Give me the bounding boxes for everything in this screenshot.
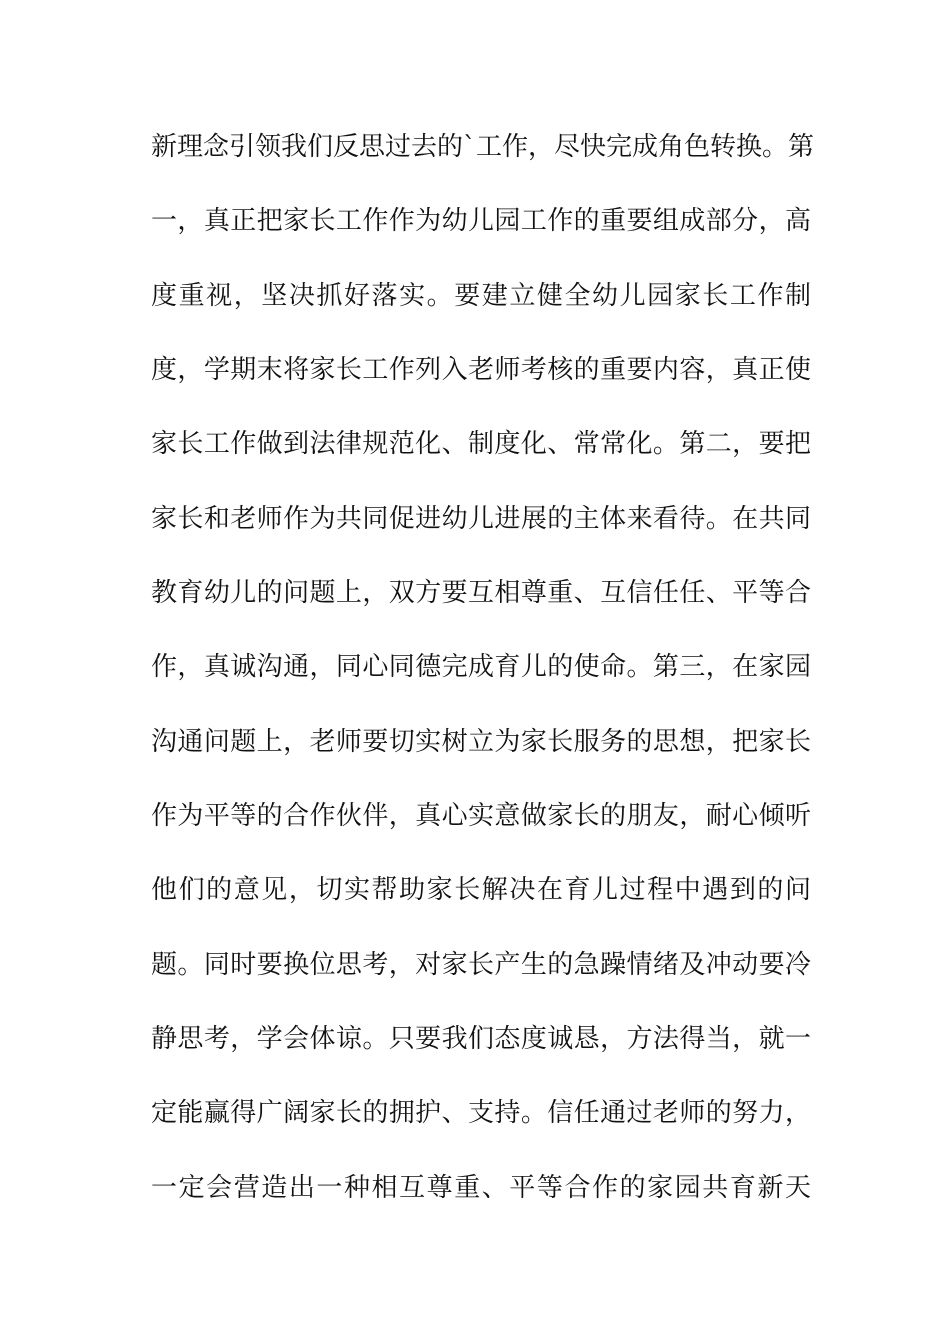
text-line: 定能赢得广阔家长的拥护、支持。信任通过老师的努力，: [151, 1098, 811, 1129]
text-line: 题。同时要换位思考，对家长产生的急躁情绪及冲动要冷: [151, 949, 811, 980]
text-line: 一，真正把家长工作作为幼儿园工作的重要组成部分，高: [151, 206, 811, 237]
text-line: 作为平等的合作伙伴，真心实意做家长的朋友，耐心倾听: [151, 801, 811, 832]
text-line: 他们的意见，切实帮助家长解决在育儿过程中遇到的问: [151, 875, 811, 906]
text-line: 家长工作做到法律规范化、制度化、常常化。第二，要把: [151, 429, 811, 460]
text-line: 度，学期末将家长工作列入老师考核的重要内容，真正使: [151, 355, 811, 386]
text-line: 一定会营造出一种相互尊重、平等合作的家园共育新天: [151, 1172, 811, 1203]
text-line: 家长和老师作为共同促进幼儿进展的主体来看待。在共同: [151, 503, 811, 534]
text-line: 新理念引领我们反思过去的`工作，尽快完成角色转换。第: [151, 132, 815, 162]
text-line: 度重视，坚决抓好落实。要建立健全幼儿园家长工作制: [151, 280, 811, 311]
body-paragraph: [151, 132, 815, 1247]
text-line: 作，真诚沟通，同心同德完成育儿的使命。第三，在家园: [151, 652, 811, 683]
text-line: 教育幼儿的问题上，双方要互相尊重、互信任任、平等合: [151, 578, 811, 609]
text-line: 静思考，学会体谅。只要我们态度诚恳，方法得当，就一: [151, 1024, 811, 1055]
text-line: 沟通问题上，老师要切实树立为家长服务的思想，把家长: [151, 726, 811, 757]
